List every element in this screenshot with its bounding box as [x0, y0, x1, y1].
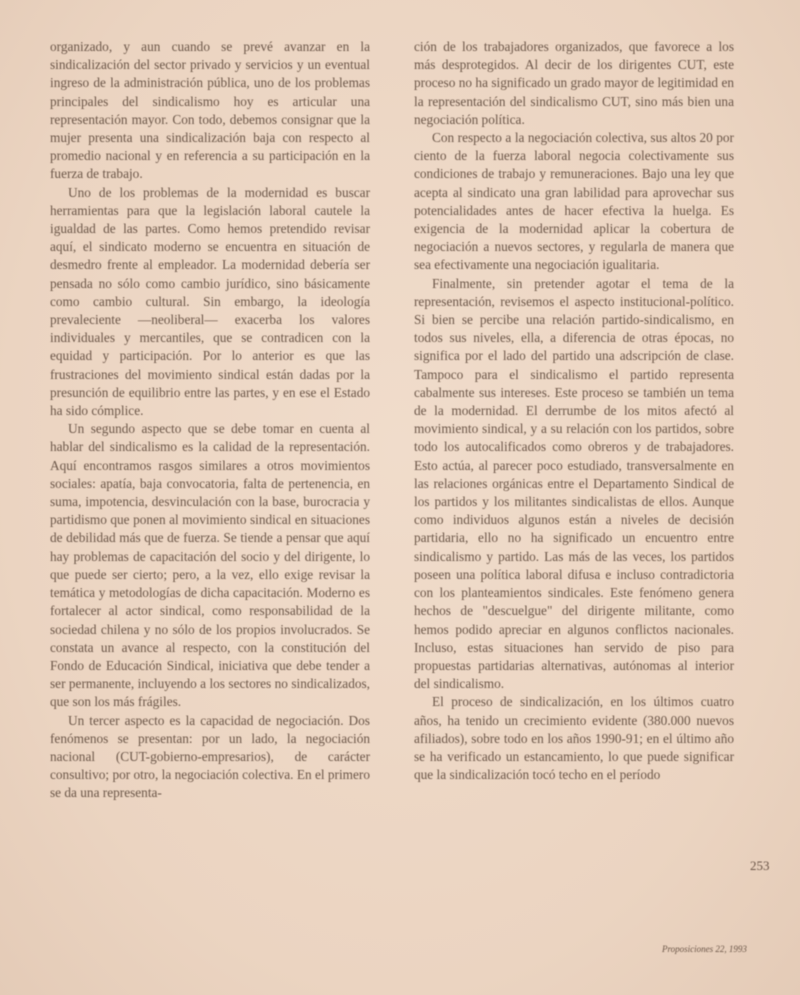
left-text-column	[50, 38, 370, 803]
paragraph: organizado, y aun cuando se prevé avanzar en la sindicalización del sector privado y servicios y un eventual ingreso de la administración pública, uno de los problemas principales del sindicalismo hoy es articular una representación mayor. Con todo, debemos consignar que la mujer presenta una sindicalización baja con respecto al promedio nacional y en referencia a su participación en la fuerza de trabajo.	[50, 39, 370, 182]
paragraph: Finalmente, sin pretender agotar el tema de la representación, revisemos el aspecto institucional-político. Si bien se percibe una relación partido-sindicalismo, en todos sus niveles, ella, a diferencia de otras épocas, no significa por el lado del partido una adscripción de clase. Tampoco para el sindicalismo el partido representa cabalmente sus intereses. Este proceso se también un tema de la modernidad. El derrumbe de los mitos afectó al movimiento sindical, y a su relación con los partidos, sobre todo los autocalificados como obreros y de trabajadores. Esto actúa, al parecer poco estudiado, transversalmente en las relaciones orgánicas entre el Departamento Sindical de los partidos y los militantes sindicalistas de ellos. Aunque como individuos algunos están a niveles de decisión partidaria, ello no ha significado un encuentro entre sindicalismo y partido. Las más de las veces, los partidos poseen una política laboral difusa e incluso contradictoria con los planteamientos sindicales. Este fenómeno genera hechos de "descuelgue" del dirigente militante, como hemos podido apreciar en algunos conflictos nacionales. Incluso, estas situaciones han servido de piso para propuestas partidarias alternativas, autónomas al interior del sindicalismo.	[414, 275, 734, 692]
paragraph: El proceso de sindicalización, en los últimos cuatro años, ha tenido un crecimiento evidente (380.000 nuevos afiliados), sobre todo en los años 1990-91; en el último año se ha verificado un estancamiento, lo que puede significar que la sindicalización tocó techo en el período	[414, 694, 734, 783]
page-number: 253	[750, 858, 770, 873]
paragraph: Con respecto a la negociación colectiva, sus altos 20 por ciento de la fuerza laboral negocia colectivamente sus condiciones de trabajo y remuneraciones. Bajo una ley que acepta al sindicato una gran labilidad para aprovechar sus potencialidades antes de hacer efectiva la huelga. Es exigencia de la modernidad aplicar la cobertura de negociación a nuevos sectores, y regularla de manera que sea efectivamente una negociación igualitaria.	[414, 130, 734, 273]
right-text-column	[414, 38, 734, 784]
running-footer: Proposiciones 22, 1993	[662, 944, 747, 954]
paragraph: Un tercer aspecto es la capacidad de negociación. Dos fenómenos se presentan: por un lado, la negociación nacional (CUT-gobierno-empresarios), de carácter consultivo; por otro, la negociación colectiva. En el primero se da una representa-	[50, 712, 370, 801]
paragraph: Uno de los problemas de la modernidad es buscar herramientas para que la legislación laboral cautele la igualdad de las partes. Como hemos pretendido revisar aquí, el sindicato moderno se encuentra en situación de desmedro frente al empleador. La modernidad debería ser pensada no sólo como cambio jurídico, sino básicamente como cambio cultural. Sin embargo, la ideología prevaleciente —neoliberal— exacerba los valores individuales y mercantiles, que se contradicen con la equidad y participación. Por lo anterior es que las frustraciones del movimiento sindical están dadas por la presunción de equilibrio entre las partes, y en ese el Estado ha sido cómplice.	[50, 184, 370, 419]
paragraph: Un segundo aspecto que se debe tomar en cuenta al hablar del sindicalismo es la calidad de la representación. Aquí encontramos rasgos similares a otros movimientos sociales: apatía, baja convocatoria, falta de pertenencia, en suma, impotencia, desvinculación con la base, burocracia y partidismo que ponen al movimiento sindical en situaciones de debilidad más que de fuerza. Se tiende a pensar que aquí hay problemas de capacitación del socio y del dirigente, lo que puede ser cierto; pero, a la vez, ello exige revisar la temática y metodologías de dicha capacitación. Moderno es fortalecer al actor sindical, como responsabilidad de la sociedad chilena y no sólo de los propios involucrados. Se constata un avance al respecto, con la constitución del Fondo de Educación Sindical, iniciativa que debe tender a ser permanente, incluyendo a los sectores no sindicalizados, que son los más frágiles.	[50, 421, 370, 710]
paragraph: ción de los trabajadores organizados, que favorece a los más desprotegidos. Al decir de los dirigentes CUT, este proceso no ha significado un grado mayor de legitimidad en la representación del sindicalismo CUT, sino más bien una negociación política.	[414, 39, 734, 127]
